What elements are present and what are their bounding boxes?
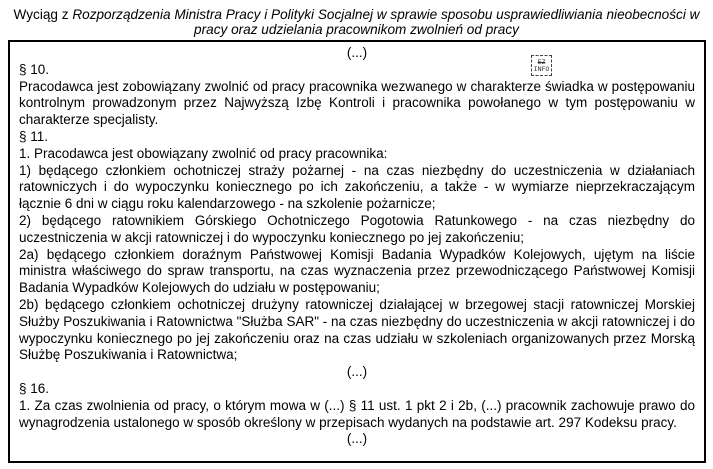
- ellipsis-line: (...): [346, 45, 368, 60]
- excerpt-box: [8, 40, 706, 463]
- section-11-point-2: 2) będącego ratownikiem Górskiego Ochotniczego Pogotowia Ratunkowego - na czas niezbędny do uczestniczenia w akcji ratowniczej i do wypoczynku koniecznego po jej zakończeniu;: [19, 212, 695, 245]
- ellipsis-line: (...): [346, 431, 368, 447]
- section-10-heading: § 10.: [19, 61, 50, 77]
- section-11-point-1: 1) będącego członkiem ochotniczej straży pożarnej - na czas niezbędny do uczestniczenia w działaniach ratowniczych i do wypoczynku koniecznego po ich zakończeniu, a także - w wymiarze nieprzekraczającym łącznie 6 dni w ciągu roku kalendarzowego - na szkolenie pożarnicze;: [19, 162, 695, 212]
- title-prefix: Wyciąg z: [13, 7, 73, 22]
- section-11-point-2b: 2b) będącego członkiem ochotniczej drużyny ratowniczej działającej w brzegowej stacji ratowniczej Morskiej Służby Poszukiwania i Ratownictwa "Służba SAR" - na czas niezbędny do uczestniczenia w akcji ratowniczej i do wypoczynku koniecznego po jej zakończeniu oraz na czas udziału w szkoleniach organizowanych przez Morską Służbę Poszukiwania i Ratownictwa;: [19, 296, 695, 363]
- section-16-body: 1. Za czas zwolnienia od pracy, o którym mowa w (...) § 11 ust. 1 pkt 2 i 2b, (...) pracownik zachowuje prawo do wynagrodzenia ustalonego w sposób określony w przepisach wydanych na podstawie art. 297 Kodeksu pracy.: [19, 397, 695, 430]
- title-regulation-name: Rozporządzenia Ministra Pracy i Polityki Socjalnej w sprawie sposobu usprawiedliwiania nieobecności w pracy oraz udzielania pracownikom zwolnień od pracy: [72, 7, 700, 37]
- document-title: [10, 7, 703, 37]
- section-11-point-2a: 2a) będącego członkiem doraźnym Państwowej Komisji Badania Wypadków Kolejowych, ujętym na liście ministra właściwego do spraw transportu, na czas wyznaczenia przez przewodniczącego Państwowej Komisji Badania Wypadków Kolejowych do udziału w postępowaniu;: [19, 246, 695, 296]
- info-stamp-line1: EZ: [537, 57, 546, 66]
- ellipsis-line: (...): [346, 364, 368, 380]
- info-stamp-icon: [531, 55, 552, 76]
- section-10-body: Pracodawca jest zobowiązany zwolnić od pracy pracownika wezwanego w charakterze świadka w postępowaniu kontrolnym prowadzonym przez Najwyższą Izbę Kontroli i pracownika powołanego w tym postępowaniu w charakterze specjalisty.: [19, 78, 695, 128]
- section-16-heading: § 16.: [19, 380, 50, 396]
- info-stamp-line2: INFO: [533, 64, 550, 73]
- section-11-heading: § 11.: [19, 128, 49, 144]
- section-11-intro: 1. Pracodawca jest obowiązany zwolnić od pracy pracownika:: [19, 145, 388, 161]
